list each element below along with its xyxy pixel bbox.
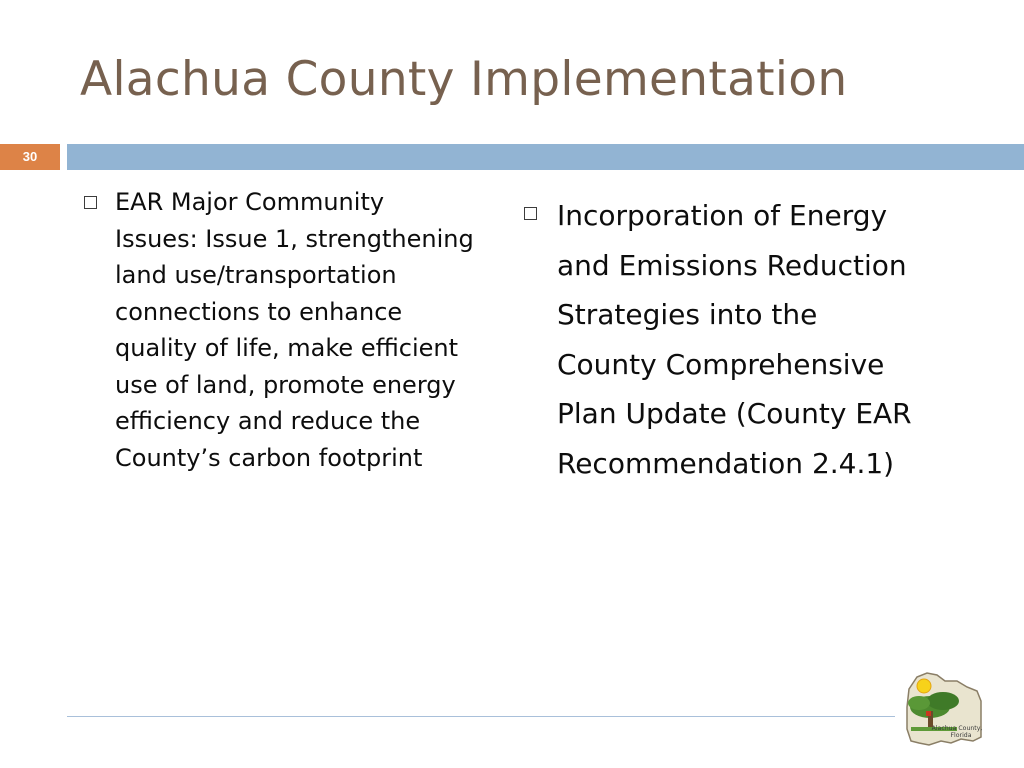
svg-text:Florida: Florida [950, 732, 972, 739]
footer-divider [67, 716, 895, 717]
left-column [84, 184, 474, 476]
right-column [524, 191, 924, 488]
bullet-item [84, 184, 474, 476]
slide-number: 30 [0, 144, 60, 170]
bullet-item [524, 191, 924, 488]
square-bullet-icon [84, 196, 97, 209]
square-bullet-icon [524, 207, 537, 220]
slide-title: Alachua County Implementation [80, 52, 848, 107]
title-rule-band [67, 144, 1024, 170]
county-seal-tree-sun-icon [901, 667, 985, 747]
svg-text:Alachua County,: Alachua County, [931, 725, 983, 732]
bullet-text: EAR Major Community Issues: Issue 1, strengthening land use/transportation connections to enhance quality of life, make efficient use of land, promote energy efficiency and reduce the County’s carbon footprint [115, 188, 474, 472]
bullet-text: Incorporation of Energy and Emissions Reduction Strategies into the County Comprehensive Plan Update (County EAR Recommendation 2.4.1) [557, 199, 912, 480]
